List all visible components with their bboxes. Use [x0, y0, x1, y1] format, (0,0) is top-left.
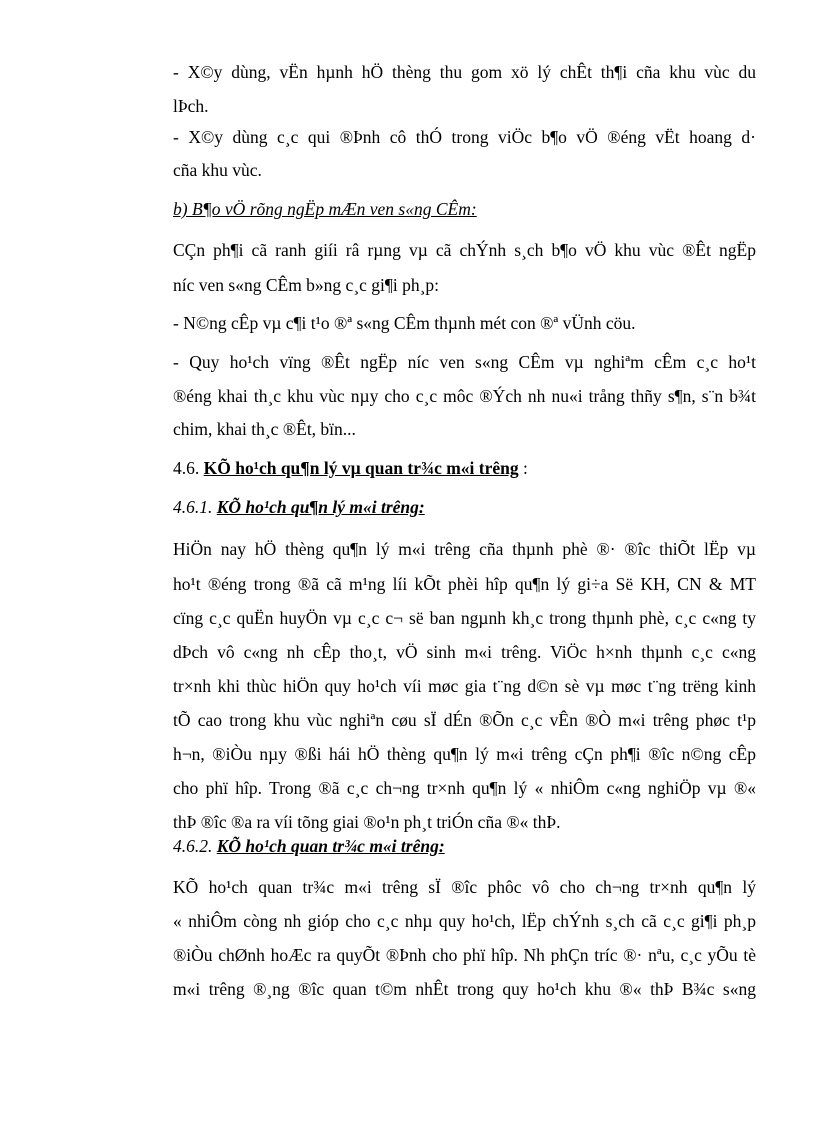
text-line: m«i trêng ®¸ng ®îc quan t©m nhÊt trong quy ho¹ch khu ®« thÞ B¾c s«ng [173, 979, 756, 999]
section-heading [173, 458, 528, 478]
text-line: ®éng khai th¸c khu vùc nµy cho c¸c môc ®Ých nh nu«i trång thñy s¶n, s¨n b¾t [173, 386, 756, 406]
text-line: thÞ ®îc ®a ra víi tõng giai ®o¹n ph¸t triÓn cña ®« thÞ. [173, 812, 561, 832]
text-line: - X©y dùng c¸c qui ®Þnh cô thÓ trong viÖc b¶o vÖ ®éng vËt hoang d· [173, 127, 756, 147]
text-line: dÞch vô c«ng nh cÊp tho¸t, vÖ sinh m«i trêng. ViÖc h×nh thµnh c¸c c«ng [173, 642, 756, 662]
subsection-title: KÕ ho¹ch quan tr¾c m«i trêng: [216, 836, 445, 856]
text-line: CÇn ph¶i cã ranh giíi râ rµng vµ cã chÝnh s¸ch b¶o vÖ khu vùc ®Êt ngËp [173, 240, 756, 260]
text-line: níc ven s«ng CÊm b»ng c¸c gi¶i ph¸p: [173, 275, 440, 295]
text-line: tÕ cao trong khu vùc nghiªn cøu sÏ dÉn ®Õn c¸c vÊn ®Ò m«i trêng phøc t¹p [173, 710, 756, 730]
text-line: tr×nh khi thùc hiÖn quy ho¹ch víi møc gia t¨ng d©n sè vµ møc t¨ng trëng kinh [173, 676, 756, 696]
text-line: - N©ng cÊp vµ c¶i t¹o ®ª s«ng CÊm thµnh mét con ®ª vÜnh cöu. [173, 313, 636, 333]
section-colon: : [523, 458, 528, 478]
section-title: KÕ ho¹ch qu¶n lý vµ quan tr¾c m«i trêng [203, 458, 519, 478]
text-line: - Quy ho¹ch vïng ®Êt ngËp níc ven s«ng CÊm vµ nghiªm cÊm c¸c ho¹t [173, 352, 756, 372]
text-line: ®iÒu chØnh hoÆc ra quyÕt ®Þnh cho phï hîp. Nh phÇn tríc ®· nªu, c¸c yÕu tè [173, 945, 756, 965]
text-line: h¬n, ®iÒu nµy ®ßi hái hÖ thèng qu¶n lý m«i trêng cÇn ph¶i ®îc n©ng cÊp [173, 744, 756, 764]
subsection-heading [173, 497, 425, 517]
subsection-number: 4.6.2. [173, 836, 213, 856]
text-line: - X©y dùng, vËn hµnh hÖ thèng thu gom xö lý chÊt th¶i cña khu vùc du [173, 62, 756, 82]
subsection-number: 4.6.1. [173, 497, 213, 517]
text-line: lÞch. [173, 96, 209, 116]
text-line: HiÖn nay hÖ thèng qu¶n lý m«i trêng cña thµnh phè ®· ®îc thiÕt lËp vµ [173, 539, 756, 559]
subsection-heading [173, 836, 445, 856]
text-line: ho¹t ®éng trong ®ã cã m¹ng líi kÕt phèi hîp qu¶n lý gi÷a Së KH, CN & MT [173, 574, 756, 594]
text-line: cña khu vùc. [173, 160, 262, 180]
subsection-title: KÕ ho¹ch qu¶n lý m«i trêng: [216, 497, 425, 517]
subsection-heading: b) B¶o vÖ rõng ngËp mÆn ven s«ng CÊm: [173, 199, 477, 219]
text-line: cho phï hîp. Trong ®ã c¸c ch¬ng tr×nh qu¶n lý « nhiÔm c«ng nghiÖp vµ ®« [173, 778, 756, 798]
section-number: 4.6. [173, 458, 200, 478]
text-line: KÕ ho¹ch quan tr¾c m«i trêng sÏ ®îc phôc vô cho ch¬ng tr×nh qu¶n lý [173, 877, 756, 897]
text-line: cïng c¸c quËn huyÖn vµ c¸c c¬ së ban ngµnh kh¸c trong thµnh phè, c¸c c«ng ty [173, 608, 756, 628]
text-line: « nhiÔm còng nh gióp cho c¸c nhµ quy ho¹ch, lËp chÝnh s¸ch cã c¸c gi¶i ph¸p [173, 911, 756, 931]
text-line: chim, khai th¸c ®Êt, bïn... [173, 419, 356, 439]
